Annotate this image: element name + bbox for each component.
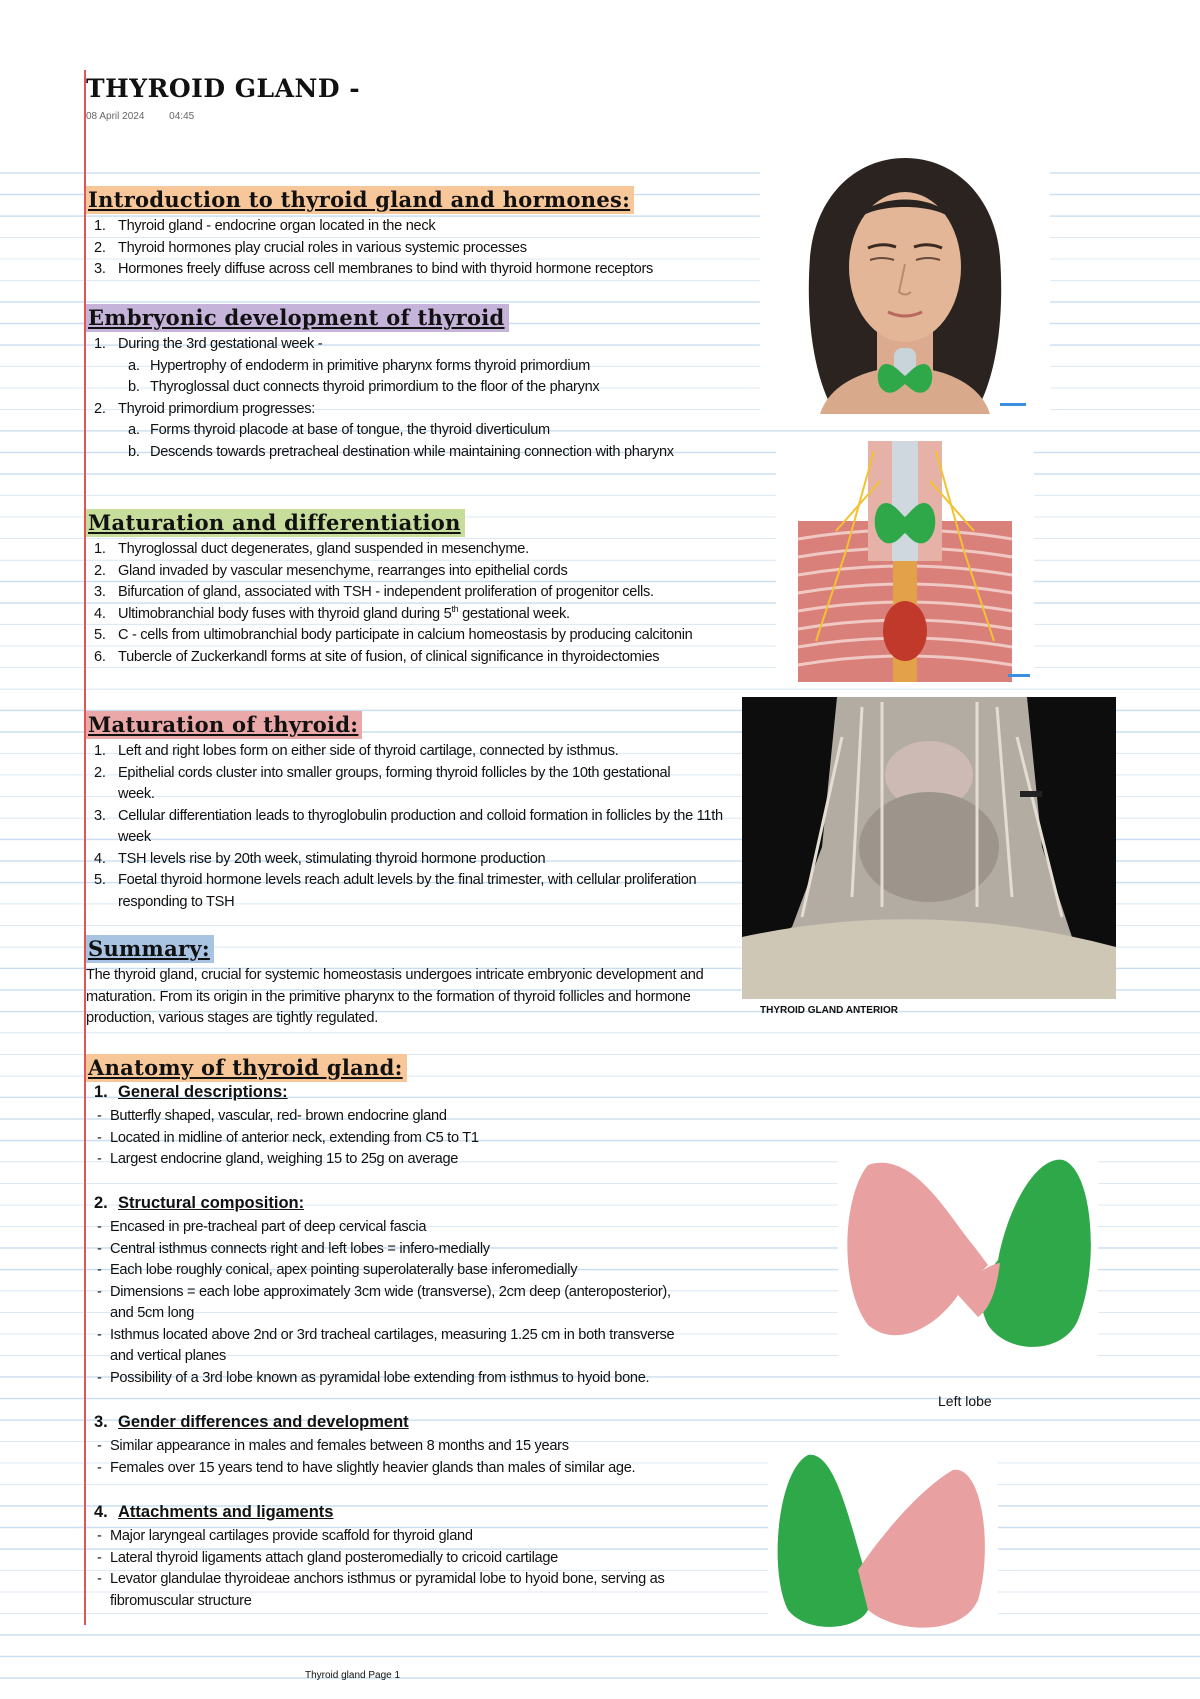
sub-list-item: b. Descends towards pretracheal destination while maintaining connection with pharynx: [128, 443, 674, 460]
list-item: - Butterfly shaped, vascular, red- brown endocrine gland: [86, 1106, 726, 1128]
list-item: 3. Hormones freely diffuse across cell membranes to bind with thyroid hormone receptors: [94, 261, 654, 277]
thyroid-anterior-illustration: [768, 1450, 998, 1630]
list-item: - Dimensions = each lobe approximately 3cm wide (transverse), 2cm deep (anteroposterior), and 5cm long: [86, 1282, 680, 1325]
sub-list-item: b. Thyroglossal duct connects thyroid primordium to the floor of the pharynx: [128, 379, 600, 395]
page-timestamp: [86, 111, 216, 122]
anatomy-subheading-structural: 2. Structural composition:: [94, 1194, 305, 1212]
list-item: - Encased in pre-tracheal part of deep cervical fascia: [86, 1217, 746, 1239]
dissection-photo: [742, 697, 1116, 999]
anatomy-subheading-attachments: 4. Attachments and ligaments: [94, 1503, 334, 1521]
heading-maturation-differentiation: Maturation and differentiation: [86, 509, 465, 537]
thyroid-posterior-illustration: [838, 1145, 1098, 1365]
list-item: 2. Thyroid primordium progresses: a. Forms thyroid placode at base of tongue, the thyroid diverticulum b. Descends towards pretracheal destination while maintaining connection with pharynx: [86, 399, 726, 464]
page-title: THYROID GLAND -: [86, 74, 361, 103]
list-item: 3. Cellular differentiation leads to thyroglobulin production and colloid formation in follicles by the 11th week: [94, 807, 723, 845]
maturation-list: [86, 741, 726, 913]
list-item: 6. Tubercle of Zuckerkandl forms at site of fusion, of clinical significance in thyroidectomies: [94, 648, 660, 665]
attachments-list: [86, 1526, 746, 1612]
list-item: - Located in midline of anterior neck, extending from C5 to T1: [86, 1128, 726, 1150]
gender-differences-list: [86, 1436, 746, 1479]
list-item: - Possibility of a 3rd lobe known as pyramidal lobe extending from isthmus to hyoid bone.: [86, 1368, 746, 1390]
embryonic-list: [86, 334, 726, 463]
structural-composition-list: [86, 1217, 746, 1389]
list-item: - Major laryngeal cartilages provide scaffold for thyroid gland: [86, 1526, 746, 1548]
list-item: - Females over 15 years tend to have slightly heavier glands than males of similar age.: [86, 1458, 746, 1480]
list-item: 5. C - cells from ultimobranchial body participate in calcium homeostasis by producing calcitonin: [94, 627, 693, 643]
thorax-thyroid-illustration: [776, 441, 1034, 682]
list-item: 2. Gland invaded by vascular mesenchyme, rearranges into epithelial cords: [94, 562, 568, 579]
list-item: - Lateral thyroid ligaments attach gland posteromedially to cricoid cartilage: [86, 1548, 746, 1570]
sub-list-item: a. Hypertrophy of endoderm in primitive pharynx forms thyroid primordium: [128, 357, 590, 374]
list-item: 2. Thyroid hormones play crucial roles in various systemic processes: [94, 239, 527, 256]
anatomy-subheading-gender: 3. Gender differences and development: [94, 1413, 409, 1431]
page-footer: Thyroid gland Page 1: [305, 1670, 401, 1681]
list-item: 1. Thyroid gland - endocrine organ located in the neck: [94, 218, 436, 234]
list-item: 4. TSH levels rise by 20th week, stimulating thyroid hormone production: [94, 850, 546, 867]
heading-introduction: Introduction to thyroid gland and hormones:: [86, 186, 634, 214]
list-item: 1. Left and right lobes form on either side of thyroid cartilage, connected by isthmus.: [94, 743, 619, 759]
list-item: 3. Bifurcation of gland, associated with TSH - independent proliferation of progenitor cells.: [94, 584, 654, 600]
page-date: 08 April 2024: [86, 111, 145, 122]
list-item: - Each lobe roughly conical, apex pointing superolaterally base inferomedially: [86, 1260, 746, 1282]
intro-list: [86, 216, 726, 281]
list-item: - Largest endocrine gland, weighing 15 to 25g on average: [86, 1149, 726, 1171]
heading-embryonic-development: Embryonic development of thyroid: [86, 304, 509, 332]
summary-paragraph: The thyroid gland, crucial for systemic homeostasis undergoes intricate embryonic development and maturation. From its origin in the primitive pharynx to the formation of thyroid follicles and hormone production, various stages are tightly regulated.: [86, 967, 704, 1026]
sub-list-item: a. Forms thyroid placode at base of tongue, the thyroid diverticulum: [128, 422, 550, 438]
list-item: - Central isthmus connects right and left lobes = infero-medially: [86, 1239, 746, 1261]
list-item: - Similar appearance in males and females between 8 months and 15 years: [86, 1436, 746, 1458]
head-thyroid-illustration: [760, 152, 1050, 414]
list-item: 5. Foetal thyroid hormone levels reach adult levels by the final trimester, with cellular proliferation responding to TSH: [94, 872, 697, 910]
heading-maturation-thyroid: Maturation of thyroid:: [86, 711, 362, 739]
differentiation-list: [86, 539, 731, 668]
page-time: 04:45: [169, 111, 195, 122]
list-item: 4. Ultimobranchial body fuses with thyroid gland during 5th gestational week.: [94, 603, 570, 622]
left-lobe-caption: Left lobe: [938, 1393, 992, 1409]
list-item: - Levator glandulae thyroideae anchors isthmus or pyramidal lobe to hyoid bone, serving as fibromuscular structure: [86, 1569, 730, 1612]
general-descriptions-list: [86, 1106, 726, 1171]
heading-anatomy: Anatomy of thyroid gland:: [86, 1054, 407, 1082]
anatomy-subheading-general: 1. General descriptions:: [94, 1083, 288, 1101]
heading-summary: Summary:: [86, 935, 214, 963]
dissection-caption: THYROID GLAND ANTERIOR: [760, 1005, 898, 1016]
list-item: 1. Thyroglossal duct degenerates, gland suspended in mesenchyme.: [94, 541, 529, 557]
list-item: 2. Epithelial cords cluster into smaller groups, forming thyroid follicles by the 10th gestational week.: [94, 764, 671, 802]
list-item: 1. During the 3rd gestational week - a. Hypertrophy of endoderm in primitive pharynx forms thyroid primordium b. Thyroglossal duct connects thyroid primordium to the floor of the pharynx: [86, 334, 726, 399]
list-item: - Isthmus located above 2nd or 3rd tracheal cartilages, measuring 1.25 cm in both transverse and vertical planes: [86, 1325, 700, 1368]
